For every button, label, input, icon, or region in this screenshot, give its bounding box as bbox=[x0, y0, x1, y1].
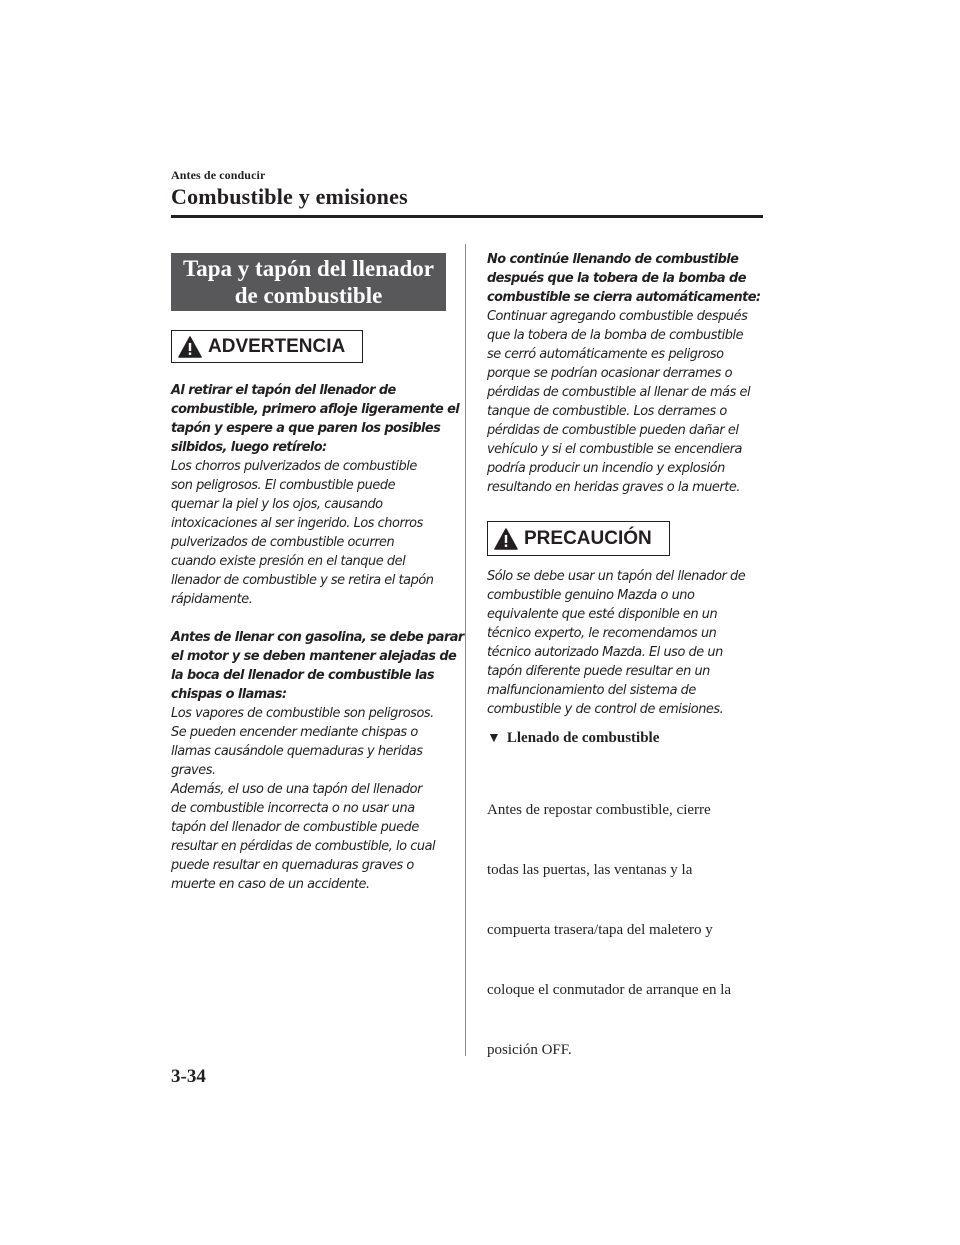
refuel-subheading bbox=[487, 730, 659, 747]
text-line: Sólo se debe usar un tapón del llenador de bbox=[487, 569, 746, 584]
text-line: Antes de llenar con gasolina, se debe parar bbox=[171, 630, 464, 645]
text-line: pérdidas de combustible pueden dañar el bbox=[487, 423, 739, 438]
text-line: que la tobera de la bomba de combustible bbox=[487, 328, 744, 343]
text-line: No continúe llenando de combustible bbox=[487, 252, 739, 267]
text-line: son peligrosos. El combustible puede bbox=[171, 478, 396, 493]
text-line: puede resultar en quemaduras graves o bbox=[171, 858, 414, 873]
caution-label: PRECAUCIÓN bbox=[524, 527, 652, 549]
section-title-box bbox=[171, 253, 446, 311]
text-line: de combustible incorrecta o no usar una bbox=[171, 801, 415, 816]
text-line: tapón diferente puede resultar en un bbox=[487, 664, 710, 679]
caution-body bbox=[487, 567, 767, 719]
text-line: pulverizados de combustible ocurren bbox=[171, 535, 395, 550]
page-number: 3-34 bbox=[171, 1066, 206, 1087]
warning-heading-3 bbox=[487, 250, 767, 307]
text-line: Los vapores de combustible son peligrosos. bbox=[171, 706, 434, 721]
column-divider bbox=[465, 244, 466, 1056]
text-line: la boca del llenador de combustible las bbox=[171, 668, 435, 683]
text-line: tanque de combustible. Los derrames o bbox=[487, 404, 727, 419]
section-title-line2: de combustible bbox=[234, 283, 383, 308]
caution-badge bbox=[487, 521, 670, 556]
text-line: rápidamente. bbox=[171, 592, 253, 607]
page-title: Combustible y emisiones bbox=[171, 184, 408, 209]
text-line: Los chorros pulverizados de combustible bbox=[171, 459, 417, 474]
text-line: chispas o llamas: bbox=[171, 687, 287, 702]
text-line: técnico autorizado Mazda. El uso de un bbox=[487, 645, 723, 660]
text-line: llenador de combustible y se retira el tapón bbox=[171, 573, 434, 588]
warning-heading-1 bbox=[171, 381, 460, 457]
text-line: podría producir un incendio y explosión bbox=[487, 461, 725, 476]
text-line: posición OFF. bbox=[487, 1042, 572, 1058]
text-line: combustible se cierra automáticamente: bbox=[487, 290, 761, 305]
text-line: Se pueden encender mediante chispas o bbox=[171, 725, 418, 740]
warning-badge bbox=[171, 330, 363, 363]
text-line: combustible, primero afloje ligeramente el bbox=[171, 402, 460, 417]
refuel-body bbox=[487, 760, 731, 1080]
text-line: coloque el conmutador de arranque en la bbox=[487, 982, 732, 998]
warning-body-2 bbox=[171, 704, 456, 894]
text-line: llamas causándole quemaduras y heridas bbox=[171, 744, 423, 759]
text-line: porque se podrían ocasionar derrames o bbox=[487, 366, 733, 381]
text-line: Al retirar el tapón del llenador de bbox=[171, 383, 396, 398]
warning-block-1 bbox=[171, 381, 460, 609]
text-line: vehículo y si el combustible se encendiera bbox=[487, 442, 742, 457]
text-line: combustible y de control de emisiones. bbox=[487, 702, 724, 717]
text-line: todas las puertas, las ventanas y la bbox=[487, 862, 693, 878]
text-line: Además, el uso de una tapón del llenador bbox=[171, 782, 422, 797]
caution-block bbox=[487, 567, 767, 719]
text-line: equivalente que esté disponible en un bbox=[487, 607, 718, 622]
text-line: quemar la piel y los ojos, causando bbox=[171, 497, 383, 512]
text-line: el motor y se deben mantener alejadas de bbox=[171, 649, 457, 664]
warning-block-3 bbox=[487, 250, 767, 497]
warning-heading-2 bbox=[171, 628, 464, 704]
triangle-down-icon: ▼ bbox=[487, 730, 501, 746]
text-line: resultar en pérdidas de combustible, lo cual bbox=[171, 839, 436, 854]
text-line: resultando en heridas graves o la muerte. bbox=[487, 480, 740, 495]
warning-body-3 bbox=[487, 307, 767, 497]
text-line: muerte en caso de un accidente. bbox=[171, 877, 370, 892]
warning-triangle-icon bbox=[178, 336, 202, 358]
text-line: se cerró automáticamente es peligroso bbox=[487, 347, 724, 362]
section-title-line1: Tapa y tapón del llenador bbox=[183, 256, 434, 281]
refuel-heading: Llenado de combustible bbox=[506, 730, 660, 746]
caution-triangle-icon bbox=[494, 528, 518, 550]
text-line: tapón y espere a que paren los posibles bbox=[171, 421, 441, 436]
text-line: malfuncionamiento del sistema de bbox=[487, 683, 696, 698]
text-line: compuerta trasera/tapa del maletero y bbox=[487, 922, 713, 938]
header-rule bbox=[171, 215, 763, 218]
text-line: tapón del llenador de combustible puede bbox=[171, 820, 419, 835]
text-line: silbidos, luego retírelo: bbox=[171, 440, 327, 455]
text-line: intoxicaciones al ser ingerido. Los chorros bbox=[171, 516, 423, 531]
warning-block-2 bbox=[171, 628, 464, 894]
header-kicker: Antes de conducir bbox=[171, 168, 266, 182]
text-line: pérdidas de combustible al llenar de más el bbox=[487, 385, 751, 400]
warning-body-1 bbox=[171, 457, 456, 609]
text-line: después que la tobera de la bomba de bbox=[487, 271, 746, 286]
text-line: técnico experto, le recomendamos un bbox=[487, 626, 717, 641]
warning-label: ADVERTENCIA bbox=[208, 335, 346, 357]
text-line: combustible genuino Mazda o uno bbox=[487, 588, 695, 603]
text-line: Antes de repostar combustible, cierre bbox=[487, 802, 711, 818]
text-line: graves. bbox=[171, 763, 216, 778]
text-line: cuando existe presión en el tanque del bbox=[171, 554, 406, 569]
text-line: Continuar agregando combustible después bbox=[487, 309, 748, 324]
